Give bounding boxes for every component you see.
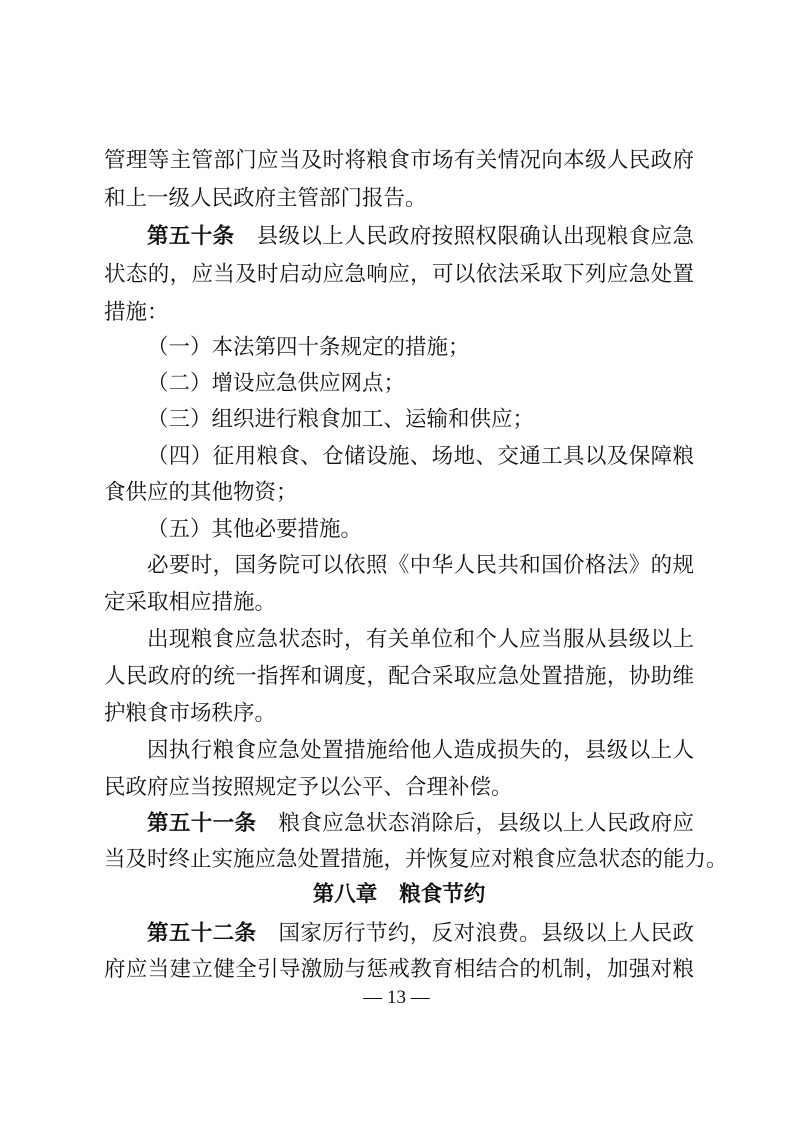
text-line: 定采取相应措施。	[104, 590, 277, 615]
article-50-text: 县级以上人民政府按照权限确认出现粮食应急	[256, 224, 694, 249]
list-item: （四）征用粮食、仓储设施、场地、交通工具以及保障粮	[147, 444, 694, 469]
list-item: （二）增设应急供应网点；	[147, 371, 406, 396]
text-line: 出现粮食应急状态时，有关单位和个人应当服从县级以上	[147, 627, 694, 652]
article-50-heading: 第五十条	[147, 224, 235, 249]
article-52-text: 国家厉行节约，反对浪费。县级以上人民政	[278, 921, 694, 946]
text-line: 当及时终止实施应急处置措施，并恢复应对粮食应急状态的能力。	[104, 847, 728, 872]
article-51-text: 粮食应急状态消除后，县级以上人民政府应	[278, 811, 694, 836]
text-line: 食供应的其他物资；	[104, 480, 298, 505]
text-line: 府应当建立健全引导激励与惩戒教育相结合的机制，加强对粮	[104, 957, 694, 982]
text-line: 状态的，应当及时启动应急响应，可以依法采取下列应急处置	[104, 262, 694, 287]
list-item: （五）其他必要措施。	[147, 517, 363, 542]
text-line: 民政府应当按照规定予以公平、合理补偿。	[104, 775, 513, 800]
text-line: 措施：	[104, 300, 169, 325]
list-item: （一）本法第四十条规定的措施；	[147, 335, 470, 360]
chapter-title: 粮食节约	[399, 882, 486, 907]
list-item: （三）组织进行粮食加工、运输和供应；	[147, 407, 535, 432]
page-number: — 13 —	[363, 987, 430, 1008]
chapter-number: 第八章	[312, 882, 378, 907]
article-50-first-line	[147, 217, 694, 257]
text-line: 必要时，国务院可以依照《中华人民共和国价格法》的规	[147, 553, 694, 578]
text-line: 管理等主管部门应当及时将粮食市场有关情况向本级人民政府	[104, 148, 694, 173]
text-line: 因执行粮食应急处置措施给他人造成损失的，县级以上人	[147, 738, 694, 763]
article-52-heading: 第五十二条	[147, 921, 257, 946]
chapter-heading	[104, 875, 694, 915]
article-51-heading: 第五十一条	[147, 811, 257, 836]
text-line: 人民政府的统一指挥和调度，配合采取应急处置措施，协助维	[104, 664, 694, 689]
text-line: 护粮食市场秩序。	[104, 701, 277, 726]
article-51-first-line	[147, 804, 694, 844]
text-line: 和上一级人民政府主管部门报告。	[104, 186, 427, 211]
article-52-first-line	[147, 914, 694, 954]
